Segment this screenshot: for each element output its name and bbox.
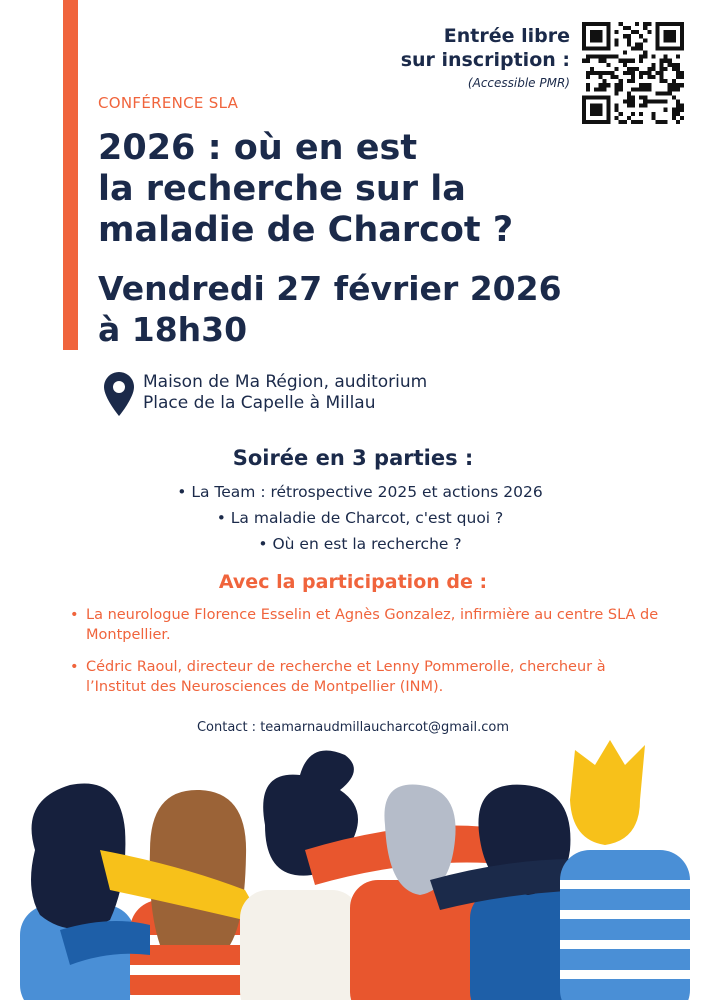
event-date bbox=[98, 268, 562, 350]
venue-line-1: Maison de Ma Région, auditorium bbox=[143, 372, 428, 392]
program-item-text: Où en est la recherche ? bbox=[272, 535, 462, 553]
registration-line-1: Entrée libre bbox=[443, 25, 570, 47]
registration-line-2: sur inscription : bbox=[400, 49, 570, 71]
program-title: Soirée en 3 parties : bbox=[232, 446, 474, 470]
registration-info bbox=[401, 24, 570, 90]
title-line-3: maladie de Charcot ? bbox=[98, 210, 514, 250]
time-line: à 18h30 bbox=[98, 310, 248, 349]
program-item-text: La maladie de Charcot, c'est quoi ? bbox=[230, 509, 504, 527]
people-hugging-illustration bbox=[0, 730, 706, 1000]
venue-address bbox=[143, 372, 427, 414]
program-item: • La maladie de Charcot, c'est quoi ? bbox=[216, 509, 504, 527]
contact-email[interactable]: Contact : teamarnaudmillaucharcot@gmail.com bbox=[196, 720, 510, 735]
event-title bbox=[98, 128, 513, 251]
program-item-text: La Team : rétrospective 2025 et actions 2026 bbox=[191, 483, 543, 501]
event-kicker: CONFÉRENCE SLA bbox=[98, 94, 239, 112]
participant-item: • Cédric Raoul, directeur de recherche et Lenny Pommerolle, chercheur à l’Institut des Neurosciences de Montpellier (INM). bbox=[70, 657, 670, 697]
title-line-2: la recherche sur la bbox=[98, 169, 466, 209]
participants-list bbox=[70, 605, 670, 709]
program-item: • La Team : rétrospective 2025 et actions 2026 bbox=[177, 483, 543, 501]
map-pin-icon bbox=[104, 372, 134, 416]
date-line-1: Vendredi 27 février 2026 bbox=[98, 269, 562, 308]
program-item: • Où en est la recherche ? bbox=[258, 535, 462, 553]
venue-line-2: Place de la Capelle à Millau bbox=[143, 393, 376, 413]
program-list bbox=[0, 479, 706, 557]
participants-title: Avec la participation de : bbox=[218, 571, 488, 593]
participant-item: • La neurologue Florence Esselin et Agnès Gonzalez, infirmière au centre SLA de Montpellier. bbox=[70, 605, 670, 645]
title-line-1: 2026 : où en est bbox=[98, 128, 418, 168]
accessibility-note: (Accessible PMR) bbox=[467, 76, 570, 90]
qr-code-icon[interactable] bbox=[582, 22, 684, 124]
accent-bar bbox=[63, 0, 78, 350]
